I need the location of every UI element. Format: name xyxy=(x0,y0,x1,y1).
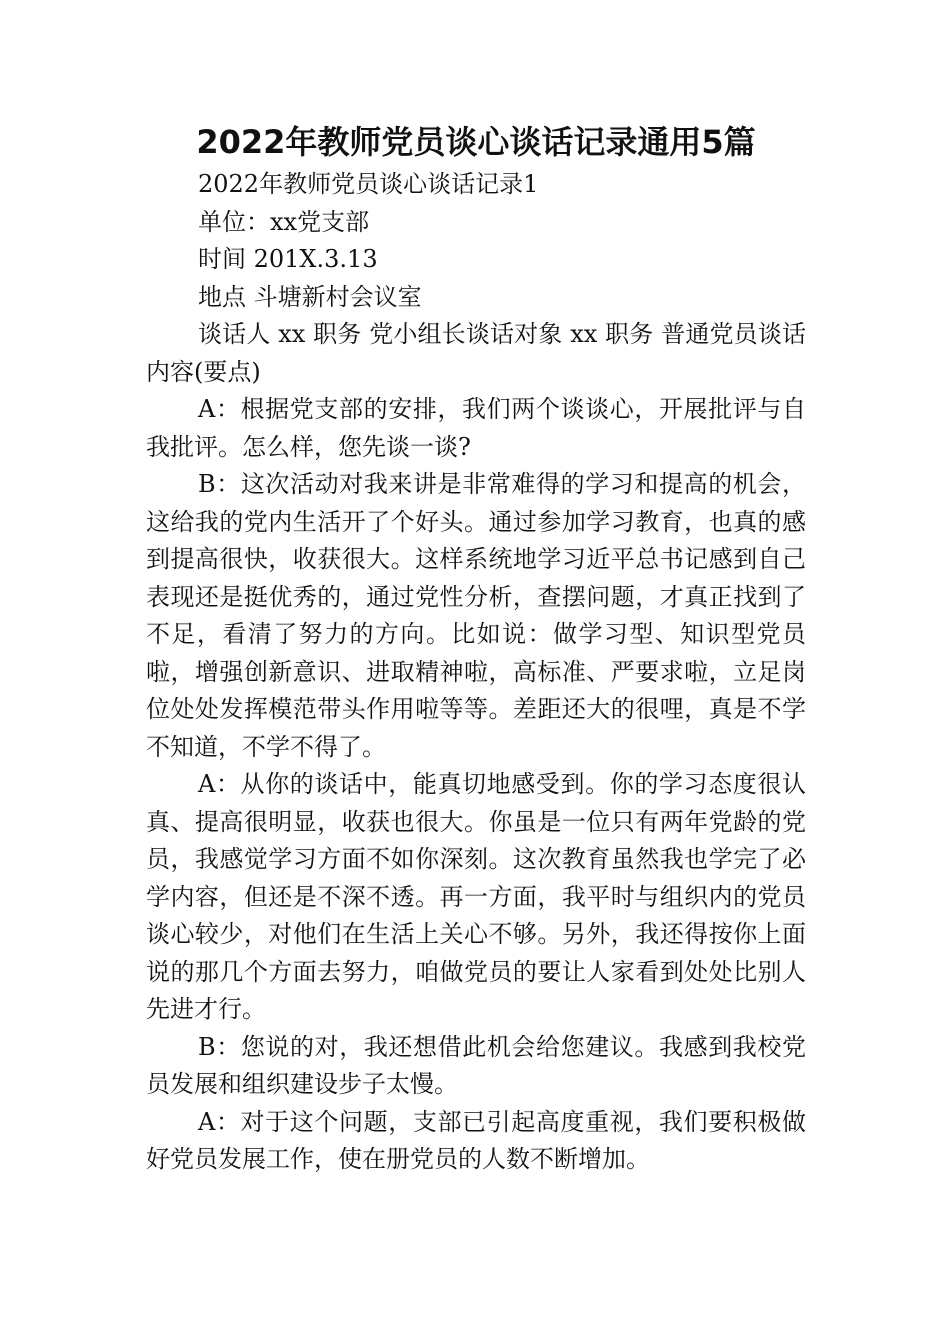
unit-line: 单位：xx党支部 xyxy=(198,207,370,236)
document-page xyxy=(146,118,806,1179)
dialogue-paragraph: A：根据党支部的安排，我们两个谈谈心，开展批评与自我批评。怎么样，您先谈一谈? xyxy=(146,395,806,461)
dialogue-paragraph: B：您说的对，我还想借此机会给您建议。我感到我校党员发展和组织建设步子太慢。 xyxy=(146,1032,806,1098)
time-line: 时间 201X.3.13 xyxy=(198,245,378,273)
dialogue-paragraph: B：这次活动对我来讲是非常难得的学习和提高的机会，这给我的党内生活开了个好头。通过参加学习教育，也真的感到提高很快，收获很大。这样系统地学习近平总书记感到自己表现还是挺优秀的，通过党性分析，查摆问题，才真正找到了不足，看清了努力的方向。比如说：做学习型、知识型党员啦，增强创新意识、进取精神啦，高标准、严要求啦，立足岗位处处发挥模范带头作用啦等等。差距还大的很哩，真是不学不知道，不学不得了。 xyxy=(146,470,806,761)
dialogue-paragraph: A：从你的谈话中，能真切地感受到。你的学习态度很认真、提高很明显，收获也很大。你虽是一位只有两年党龄的党员，我感觉学习方面不如你深刻。这次教育虽然我也学完了必学内容，但还是不深不透。再一方面，我平时与组织内的党员谈心较少，对他们在生活上关心不够。另外，我还得按你上面说的那几个方面去努力，咱做党员的要让人家看到处处比别人先进才行。 xyxy=(146,770,806,1023)
dialogue-paragraph: A：对于这个问题，支部已引起高度重视，我们要积极做好党员发展工作，使在册党员的人数不断增加。 xyxy=(146,1107,806,1173)
place-line: 地点 斗塘新村会议室 xyxy=(198,282,422,311)
participants-paragraph: 谈话人 xx 职务 党小组长谈话对象 xx 职务 普通党员谈话内容(要点) xyxy=(146,320,806,386)
record-subtitle: 2022年教师党员谈心谈话记录1 xyxy=(198,170,539,198)
document-title: 2022年教师党员谈心谈话记录通用5篇 xyxy=(196,123,756,161)
